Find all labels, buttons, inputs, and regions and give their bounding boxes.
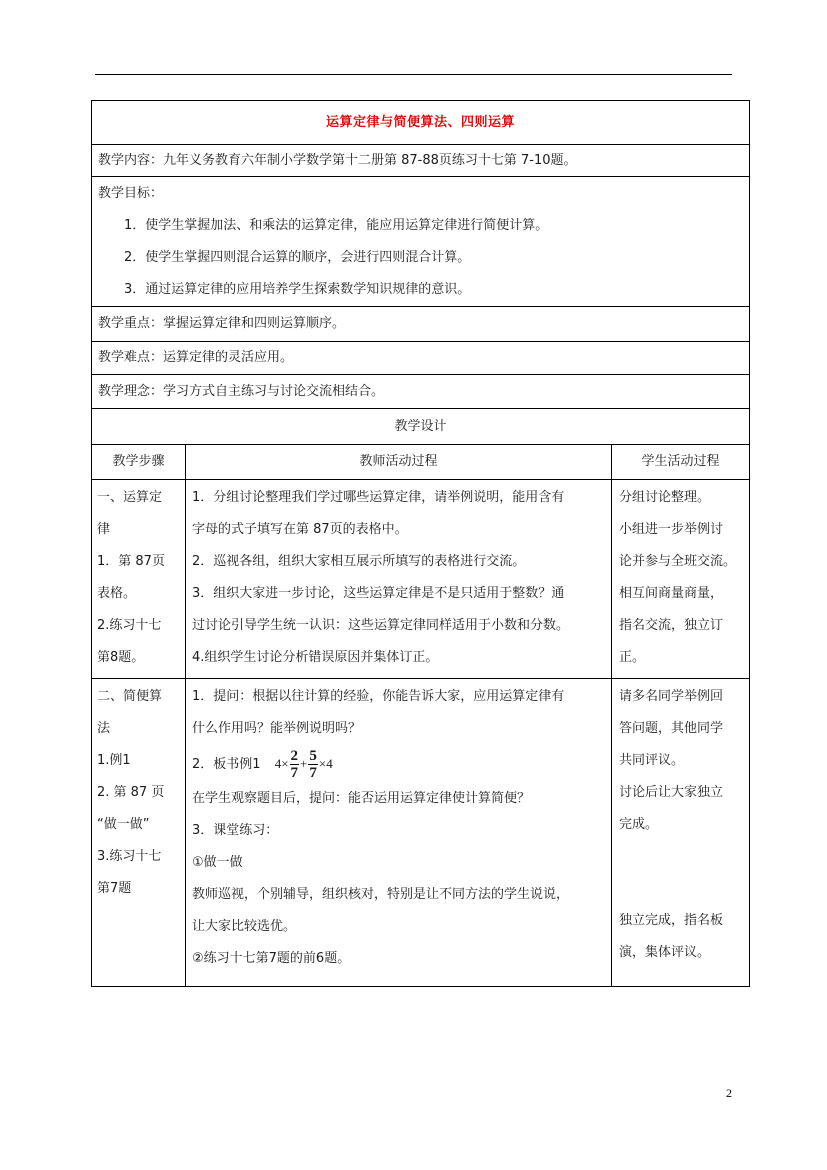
difficulty: 教学难点：运算定律的灵活应用。 [92, 342, 750, 375]
steps-cell [92, 679, 186, 987]
teacher-line: 3．组织大家进一步讨论，这些运算定律是不是只适用于整数？通 [192, 586, 565, 601]
step-line: 2. 第 87 页 [97, 785, 165, 800]
teacher-line: 3．课堂练习： [192, 823, 279, 838]
step-line: 二、简便算 [97, 689, 163, 704]
teaching-goals [92, 177, 750, 307]
spacer [619, 841, 743, 873]
goal-item: 1．使学生掌握加法、和乘法的运算定律，能应用运算定律进行简便计算。 [124, 218, 549, 233]
student-line: 答问题，其他同学 [619, 721, 724, 736]
teacher-line: 让大家比较选优。 [192, 919, 297, 934]
header-rule [95, 74, 732, 75]
column-header-steps: 教学步骤 [92, 445, 186, 480]
step-line: 律 [97, 522, 111, 537]
step-line: 1.例1 [97, 753, 131, 768]
section-row-simplify [92, 679, 750, 987]
step-line: 3.练习十七 [97, 849, 162, 864]
fraction-denominator: 7 [309, 765, 317, 781]
teacher-line: 1．提问：根据以往计算的经验，你能告诉大家，应用运算定律有 [192, 689, 565, 704]
goal-item: 3．通过运算定律的应用培养学生探索数学知识规律的意识。 [124, 282, 471, 297]
step-line: 一、运算定 [97, 490, 163, 505]
column-header-student: 学生活动过程 [612, 445, 750, 480]
teaching-philosophy: 教学理念：学习方式自主练习与讨论交流相结合。 [92, 375, 750, 409]
teacher-line: 字母的式子填写在第 87页的表格中。 [192, 522, 408, 537]
example-label: 2．板书例1 [192, 757, 261, 772]
step-line: “做一做” [97, 817, 150, 832]
goal-item: 2．使学生掌握四则混合运算的顺序，会进行四则混合计算。 [124, 250, 471, 265]
key-point: 教学重点：掌握运算定律和四则运算顺序。 [92, 307, 750, 342]
design-heading: 教学设计 [92, 409, 750, 445]
teaching-content: 教学内容：九年义务教育六年制小学数学第十二册第 87-88页练习十七第 7-10题。 [92, 145, 750, 177]
student-activity-cell [612, 480, 750, 679]
student-line: 论并参与全班交流。 [619, 554, 737, 569]
expression-plus: + [300, 756, 308, 771]
page-number: 2 [726, 1086, 732, 1100]
student-line: 小组进一步举例讨 [619, 522, 724, 537]
step-line: 第7题 [97, 881, 132, 896]
student-line: 完成。 [619, 817, 659, 832]
student-line: 正。 [619, 650, 646, 665]
lesson-title: 运算定律与简便算法、四则运算 [92, 101, 750, 145]
teacher-line: 在学生观察题目后，提问：能否运用运算定律使计算简便？ [192, 791, 531, 806]
step-line: 表格。 [97, 586, 137, 601]
lesson-plan-table [91, 100, 750, 987]
expression-tail: ×4 [318, 756, 333, 771]
teacher-line: 1．分组讨论整理我们学过哪些运算定律，请举例说明，能用含有 [192, 490, 565, 505]
teacher-line: 过讨论引导学生统一认识：这些运算定律同样适用于小数和分数。 [192, 618, 570, 633]
fraction-numerator: 2 [290, 748, 299, 764]
teacher-activity-cell [186, 480, 612, 679]
student-line: 共同评议。 [619, 753, 685, 768]
teacher-line: 4.组织学生讨论分析错误原因并集体订正。 [192, 650, 439, 665]
step-line: 1．第 87页 [97, 554, 165, 569]
steps-cell [92, 480, 186, 679]
step-line: 法 [97, 721, 111, 736]
spacer [619, 873, 743, 905]
fraction-denominator: 7 [290, 765, 299, 781]
section-row-laws [92, 480, 750, 679]
fraction-numerator: 5 [309, 748, 317, 764]
student-line: 分组讨论整理。 [619, 490, 711, 505]
teacher-line: 2．巡视各组，组织大家相互展示所填写的表格进行交流。 [192, 554, 526, 569]
student-activity-cell [612, 679, 750, 987]
example-line [192, 745, 605, 783]
student-line: 讨论后让大家独立 [619, 785, 724, 800]
step-line: 第8题。 [97, 650, 145, 665]
student-line: 请多名同学举例回 [619, 689, 724, 704]
column-header-teacher: 教师活动过程 [186, 445, 612, 480]
fraction-five-sevenths [308, 748, 318, 781]
student-line: 指名交流，独立订 [619, 618, 724, 633]
fraction-two-sevenths [290, 748, 300, 781]
teacher-activity-cell [186, 679, 612, 987]
student-line: 独立完成，指名板 [619, 913, 724, 928]
goals-heading: 教学目标： [98, 186, 164, 201]
student-line: 相互间商量商量， [619, 586, 724, 601]
step-line: 2.练习十七 [97, 618, 162, 633]
teacher-line: ②练习十七第7题的前6题。 [192, 951, 351, 966]
teacher-line: ①做一做 [192, 855, 243, 870]
expression-lead: 4× [274, 756, 289, 771]
student-line: 演，集体评议。 [619, 945, 711, 960]
teacher-line: 什么作用吗？能举例说明吗？ [192, 721, 362, 736]
teacher-line: 教师巡视，个别辅导，组织核对，特别是让不同方法的学生说说， [192, 887, 570, 902]
